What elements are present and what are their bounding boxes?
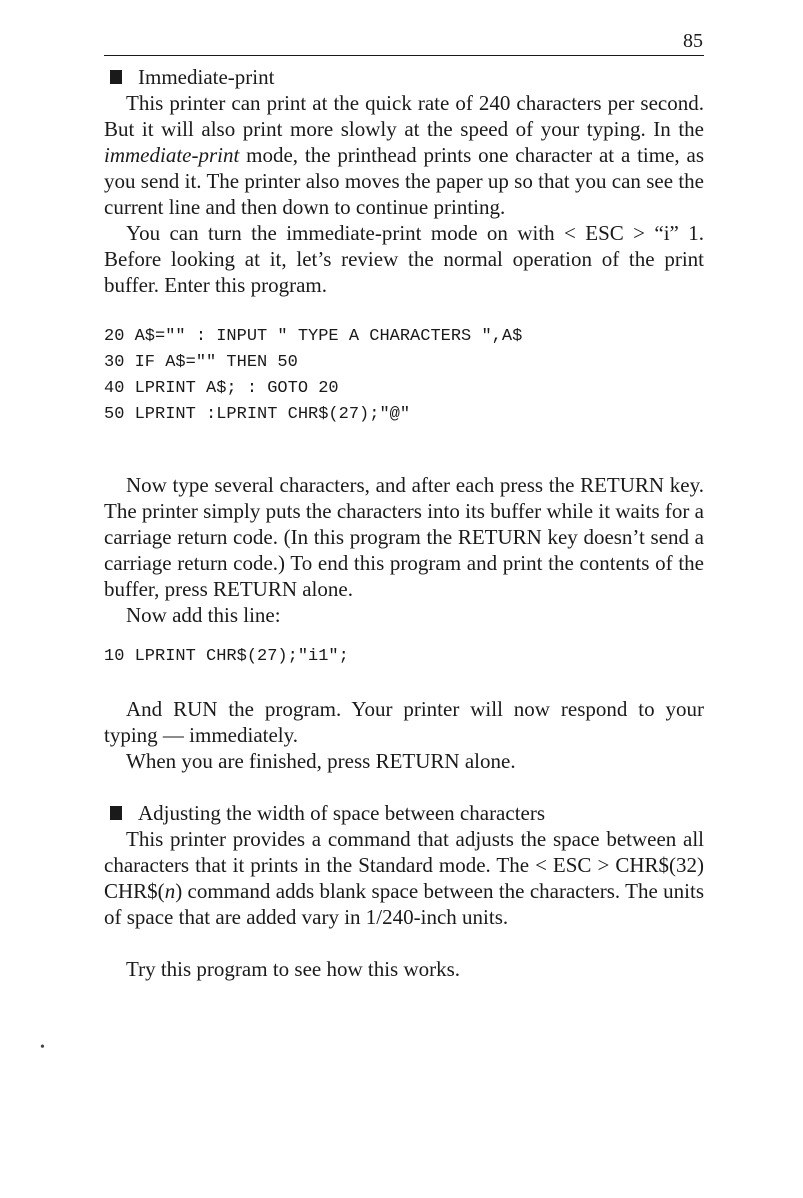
paragraph-finished: When you are finished, press RETURN alone. xyxy=(126,749,516,773)
square-bullet-icon xyxy=(110,70,122,84)
paragraph-text: ) command adds blank space between the characters. The units of space that are added vary in 1/240-inch units. xyxy=(104,879,704,929)
paragraph-turn-on: You can turn the immediate-print mode on with < ESC > “i” 1. Before looking at it, let’s review the normal operation of the print buffer. Enter this program. xyxy=(104,221,704,297)
paragraph-text: This printer can print at the quick rate of 240 characters per second. But it will also print more slowly at the speed of your typing. In the xyxy=(104,91,704,141)
paragraph-text: mode, the printhead prints one character at a time, as you send it. The printer also moves the paper up so that you can see the current line and then down to continue printing. xyxy=(104,143,704,219)
paragraph-spacing-command xyxy=(104,826,704,930)
section-heading-immediate-print xyxy=(110,64,704,90)
code-line: 30 IF A$="" THEN 50 xyxy=(104,353,298,372)
paragraph-text: This printer provides a command that adjusts the space between all characters that it prints in the Standard mode. The < ESC > CHR$(32) CHR$( xyxy=(104,827,704,903)
emphasis-term: immediate-print xyxy=(104,143,240,167)
page-number: 85 xyxy=(683,30,703,52)
header-rule xyxy=(104,55,704,56)
paragraph-run-program: And RUN the program. Your printer will now respond to your typing — immediately. xyxy=(104,697,704,747)
section-heading-text: Immediate-print xyxy=(138,65,275,89)
paragraph-add-line: Now add this line: xyxy=(126,603,281,627)
emphasis-term: n xyxy=(164,879,176,903)
paragraph-type-characters: Now type several characters, and after each press the RETURN key. The printer simply puts the characters into its buffer while it waits for a carriage return code. (In this program the RETURN key doesn’t send a carriage return code.) To end this program and print the contents of the buffer, press RETURN alone. xyxy=(104,473,704,601)
code-line-immediate: 10 LPRINT CHR$(27);"i1"; xyxy=(104,647,349,666)
code-line: 50 LPRINT :LPRINT CHR$(27);"@" xyxy=(104,405,411,424)
code-line: 20 A$="" : INPUT " TYPE A CHARACTERS ",A$ xyxy=(104,327,523,346)
square-bullet-icon xyxy=(110,806,122,820)
code-block-program xyxy=(104,324,704,428)
page-body xyxy=(104,64,704,982)
scan-speck: • xyxy=(40,1040,45,1055)
paragraph-print-rate xyxy=(104,90,704,220)
section-heading-character-spacing xyxy=(110,800,704,826)
paragraph-try-program: Try this program to see how this works. xyxy=(126,957,461,981)
section-heading-text: Adjusting the width of space between characters xyxy=(138,801,546,825)
code-line: 40 LPRINT A$; : GOTO 20 xyxy=(104,379,339,398)
